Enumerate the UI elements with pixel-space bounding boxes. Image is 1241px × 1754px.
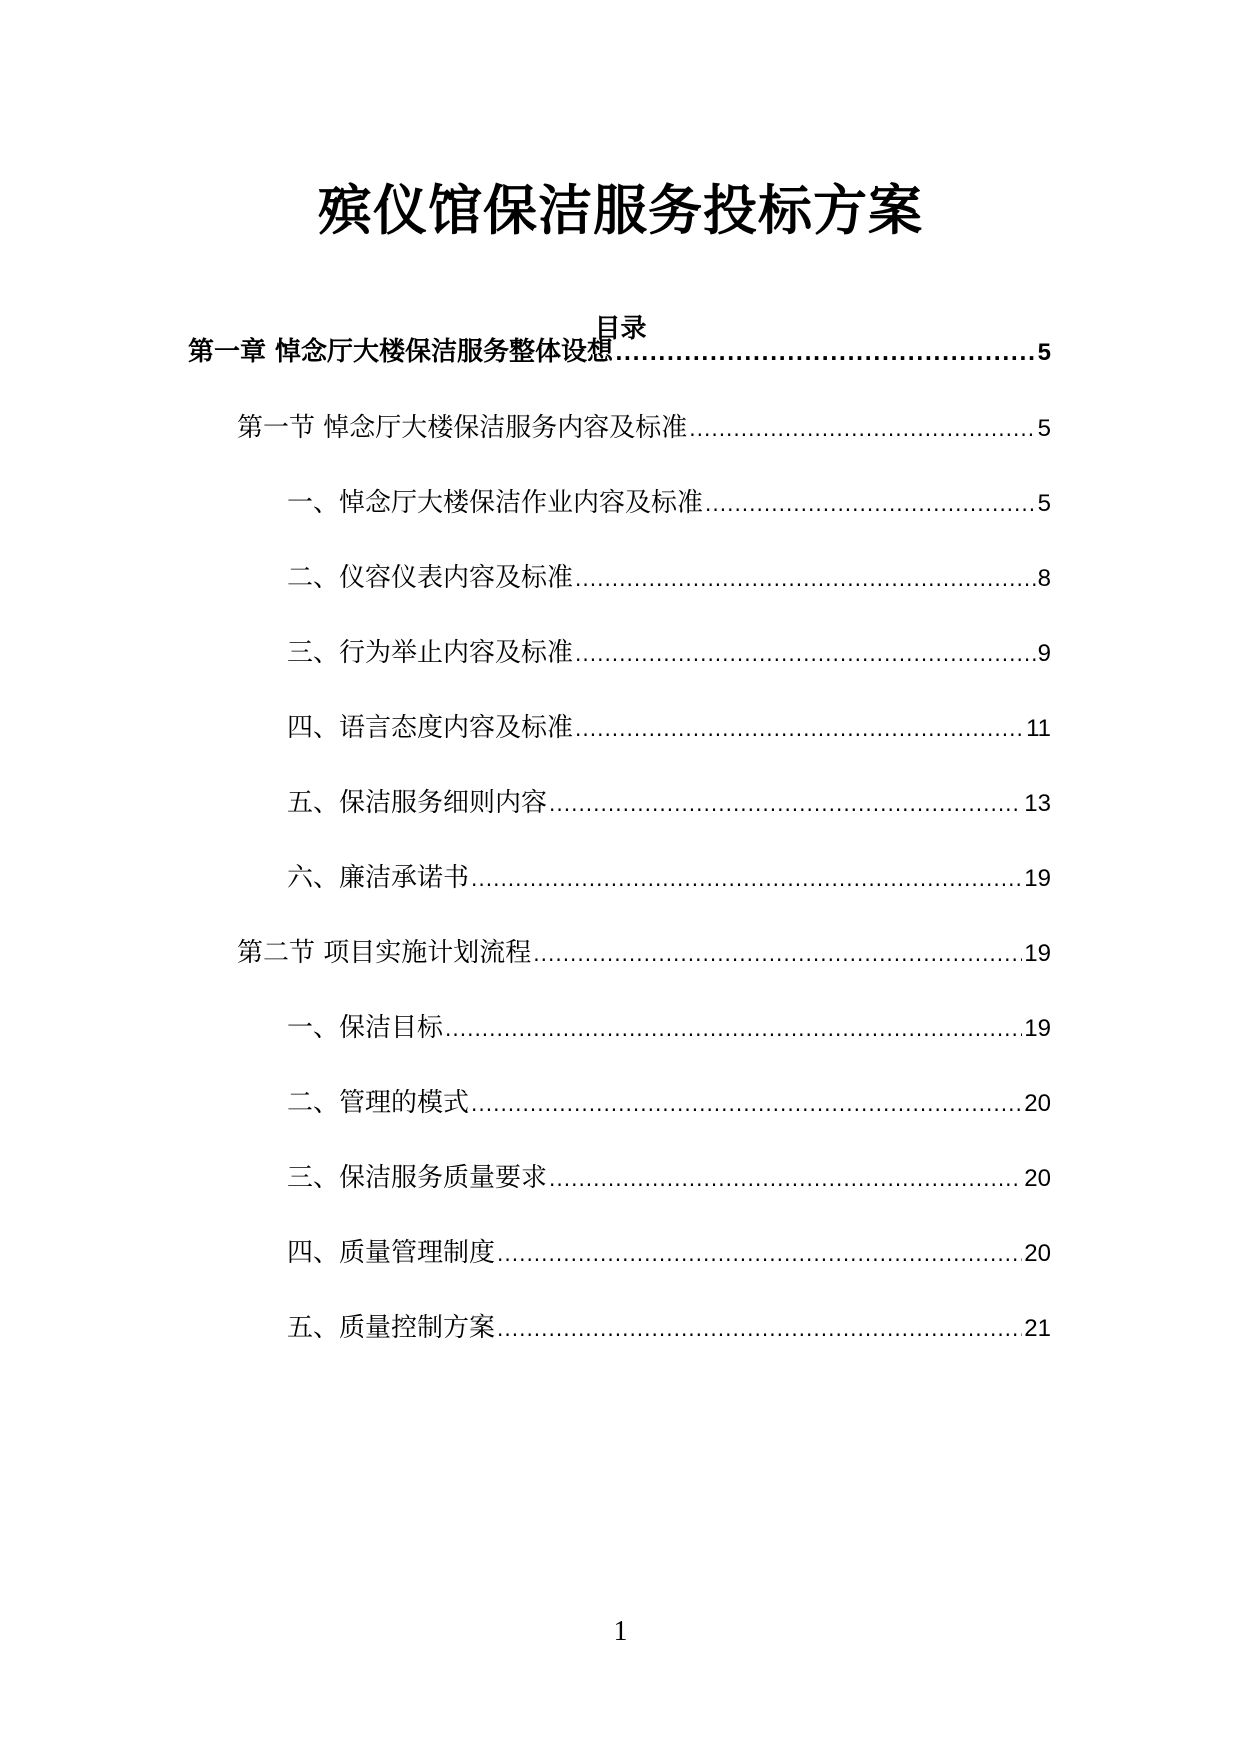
toc-dot-leader (533, 936, 1022, 972)
toc-entry-label: 一、悼念厅大楼保洁作业内容及标准 (287, 488, 704, 518)
toc-entry-section-2[interactable] (237, 935, 1051, 972)
toc-entry-label: 二、仪容仪表内容及标准 (287, 563, 574, 593)
toc-dot-leader (549, 786, 1022, 822)
toc-entry-item[interactable] (287, 710, 1051, 747)
toc-dot-leader (705, 486, 1036, 522)
toc-entry-label: 三、行为举止内容及标准 (287, 638, 574, 668)
toc-entry-label: 第一章 悼念厅大楼保洁服务整体设想 (188, 337, 614, 367)
toc-dot-leader (689, 411, 1035, 447)
toc-heading: 目录 (594, 314, 647, 344)
toc-entry-label: 一、保洁目标 (287, 1013, 444, 1043)
toc-entry-label: 第一节 悼念厅大楼保洁服务内容及标准 (237, 413, 688, 443)
toc-entry-section-1[interactable] (237, 410, 1051, 447)
toc-entry-label: 六、廉洁承诺书 (287, 863, 470, 893)
toc-entry-page: 9 (1037, 640, 1051, 667)
toc-entry-item[interactable] (287, 1160, 1051, 1197)
toc-dot-leader (497, 1311, 1022, 1347)
toc-entry-page: 20 (1024, 1240, 1051, 1267)
toc-entry-page: 21 (1024, 1315, 1051, 1342)
toc-entry-page: 19 (1024, 940, 1051, 967)
toc-entry-label: 二、管理的模式 (287, 1088, 470, 1118)
toc-entry-label: 五、质量控制方案 (287, 1313, 496, 1343)
toc-dot-leader (549, 1161, 1022, 1197)
toc-entry-item[interactable] (287, 1010, 1051, 1047)
toc-entry-item[interactable] (287, 1085, 1051, 1122)
toc-entry-item[interactable] (287, 785, 1051, 822)
toc-entry-item[interactable] (287, 1235, 1051, 1272)
toc-entry-item[interactable] (287, 860, 1051, 897)
page-number: 1 (613, 1616, 628, 1647)
toc-entry-page: 5 (1037, 339, 1051, 366)
toc-dot-leader (575, 711, 1024, 747)
toc-entry-item[interactable] (287, 635, 1051, 672)
toc-dot-leader (497, 1236, 1022, 1272)
toc-entry-page: 5 (1037, 490, 1051, 517)
toc-entry-page: 20 (1024, 1165, 1051, 1192)
toc-entry-label: 第二节 项目实施计划流程 (237, 938, 532, 968)
toc-entry-item[interactable] (287, 560, 1051, 597)
toc-entry-page: 8 (1037, 565, 1051, 592)
toc-entry-page: 19 (1024, 865, 1051, 892)
toc-entry-page: 11 (1026, 715, 1051, 742)
toc-entry-label: 四、语言态度内容及标准 (287, 713, 574, 743)
toc-entry-page: 5 (1037, 415, 1051, 442)
toc-dot-leader (575, 561, 1036, 597)
toc-dot-leader (615, 335, 1036, 371)
toc-entry-chapter-1[interactable] (188, 334, 1051, 371)
toc-dot-leader (575, 636, 1036, 672)
toc-entry-item[interactable] (287, 1310, 1051, 1347)
toc-entry-page: 19 (1024, 1015, 1051, 1042)
toc-entry-item[interactable] (287, 485, 1051, 522)
document-title: 殡仪馆保洁服务投标方案 (318, 179, 923, 242)
toc-entry-label: 四、质量管理制度 (287, 1238, 496, 1268)
toc-dot-leader (471, 1086, 1022, 1122)
toc-entry-label: 五、保洁服务细则内容 (287, 788, 548, 818)
toc-dot-leader (471, 861, 1022, 897)
toc-entry-page: 20 (1024, 1090, 1051, 1117)
toc-entry-page: 13 (1024, 790, 1051, 817)
toc-entry-label: 三、保洁服务质量要求 (287, 1163, 548, 1193)
toc-dot-leader (445, 1011, 1022, 1047)
